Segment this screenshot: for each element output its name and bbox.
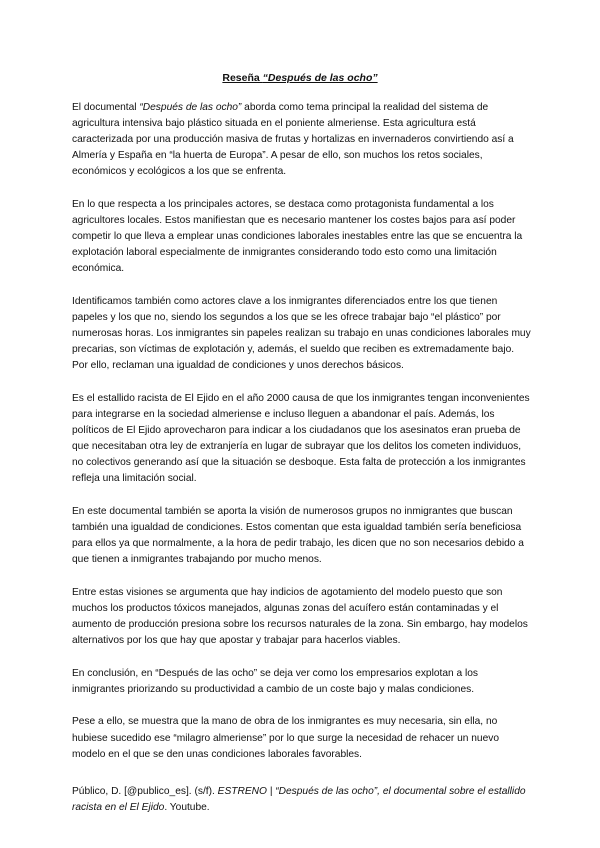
reference-source: . Youtube. bbox=[164, 802, 210, 814]
reference-author: Público, D. [@publico_es]. (s/f). bbox=[72, 786, 218, 797]
page-title bbox=[0, 72, 600, 84]
paragraph-intro bbox=[72, 100, 532, 180]
paragraph-intro-rest: aborda como tema principal la realidad del sistema de agricultura intensiva bajo plástico situada en el poniente almeriense. Esta agricultura está caracterizada por una producción masiva de frutas y hortalizas en invernaderos convirtiendo así a Almería y España en “la huerta de Europa”. A pesar de ello, son muchos los retos sociales, económicos y ecológicos a los que se enfrenta. bbox=[72, 102, 514, 178]
document-body bbox=[72, 100, 532, 779]
paragraph-other-groups: En este documental también se aporta la visión de numerosos grupos no inmigrantes que buscan también una igualdad de condiciones. Estos comentan que esta igualdad también sería beneficiosa para ellos ya que normalmente, a la hora de pedir trabajo, les dicen que no son necesarios debido a que tienen a inmigrantes trabajando por mucho menos. bbox=[72, 505, 524, 566]
title-quoted: “Después de las ocho” bbox=[262, 72, 378, 84]
film-title-italic: “Después de las ocho” bbox=[139, 102, 242, 113]
title-prefix: Reseña bbox=[222, 72, 263, 84]
reference-citation bbox=[72, 784, 534, 816]
paragraph-el-ejido: Es el estallido racista de El Ejido en el año 2000 causa de que los inmigrantes tengan inconvenientes para integrarse en la sociedad almeriense e incluso lleguen a abandonar el país. Además, los políticos de El Ejido aprovecharon para indicar a los ciudadanos que los asesinatos eran prueba de que necesitaban otra ley de extranjería en lugar de subrayar que los delitos los cometen individuos, no colectivos generando así que la situación se desboque. Esta falta de protección a los inmigrantes refleja una limitación social. bbox=[72, 392, 530, 485]
paragraph-model-exhaustion: Entre estas visiones se argumenta que hay indicios de agotamiento del modelo puesto que son muchos los productos tóxicos manejados, algunas zonas del acuífero están contaminadas y el aumento de producción presiona sobre los recursos naturales de la zona. Sin embargo, hay modelos alternativos por los que hay que apostar y trabajar para hacerlos viables. bbox=[72, 586, 528, 647]
reference-title: ESTRENO | “Después de las ocho”, el documental sobre el estallido racista en el El Ejido bbox=[72, 786, 526, 814]
paragraph-immigrants: Identificamos también como actores clave a los inmigrantes diferenciados entre los que tienen papeles y los que no, siendo los segundos a los que se les ofrece trabajar bajo “el plástico” por numerosas horas. Los inmigrantes sin papeles realizan su trabajo en unas condiciones laborales muy precarias, son víctimas de explotación y, además, el sueldo que reciben es extremadamente bajo. Por ello, reclaman una igualdad de condiciones y unos derechos básicos. bbox=[72, 295, 531, 372]
paragraph-intro-lead: El documental bbox=[72, 102, 140, 113]
paragraph-actors: En lo que respecta a los principales actores, se destaca como protagonista fundamental a los agricultores locales. Estos manifiestan que es necesario mantener los costes bajos para así poder competir lo que lleva a emplear unas condiciones laborales inestables entre las que se encuentra la explotación laboral especialmente de inmigrantes considerando todo esto como una limitación económica. bbox=[72, 198, 523, 275]
paragraph-conclusion: En conclusión, en “Después de las ocho” se deja ver como los empresarios explotan a los inmigrantes priorizando su productividad a cambio de un coste bajo y malas condiciones. bbox=[72, 667, 479, 695]
paragraph-closing: Pese a ello, se muestra que la mano de obra de los inmigrantes es muy necesaria, sin ella, no hubiese sucedido ese “milagro almeriense” por lo que surge la necesidad de rehacer un nuevo modelo en el que se den unas condiciones laborales favorables. bbox=[72, 716, 500, 760]
